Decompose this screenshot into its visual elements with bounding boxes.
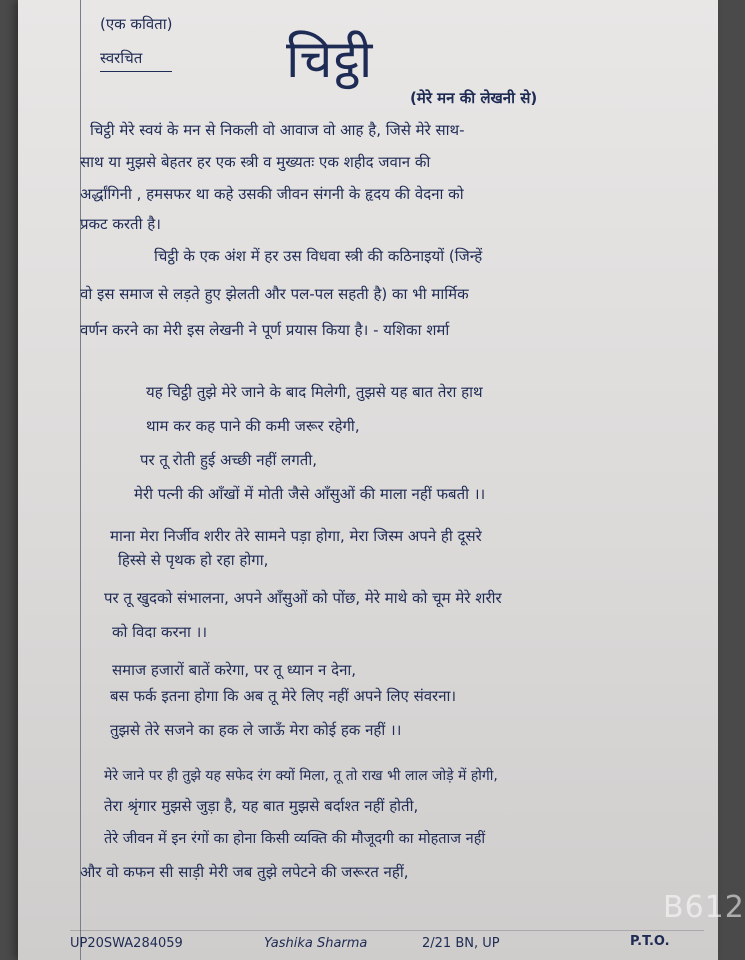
intro-line: चिट्ठी मेरे स्वयं के मन से निकली वो आवाज वो आह है, जिसे मेरे साथ- [90,121,465,139]
poem-line: तेरा श्रृंगार मुझसे जुड़ा है, यह बात मुझसे बर्दाश्त नहीं होती, [104,797,419,815]
camera-watermark: B612 [663,890,745,925]
page-title: चिट्ठी [286,30,374,90]
poem-line: हिस्से से पृथक हो रहा होगा, [118,551,269,569]
poem-line: पर तू खुदको संभालना, अपने आँसुओं को पोंछ, मेरे माथे को चूम मेरे शरीर [104,589,502,607]
intro-line: चिट्ठी के एक अंश में हर उस विधवा स्त्री की कठिनाइयों (जिन्हें [154,247,483,265]
poem-line: समाज हजारों बातें करेगा, पर तू ध्यान न देना, [112,661,357,679]
notebook-page [18,0,745,960]
poem-line: तुझसे तेरे सजने का हक ले जाऊँ मेरा कोई हक नहीं ।। [110,721,402,739]
self-composed-label: स्वरचित [100,49,143,67]
margin-line [80,0,81,960]
poem-line: थाम कर कह पाने की कमी जरूर रहेगी, [146,417,360,435]
page-subtitle: (मेरे मन की लेखनी से) [410,89,538,107]
poem-line: को विदा करना ।। [112,623,208,641]
poem-line: तेरे जीवन में इन रंगों का होना किसी व्यक्ति की मौजूदगी का मोहताज नहीं [104,831,486,847]
roll-number: UP20SWA284059 [70,936,183,951]
poem-type-label: (एक कविता) [100,15,173,33]
author-name: Yashika Sharma [264,936,368,951]
poem-line: मेरे जाने पर ही तुझे यह सफेद रंग क्यों मिला, तू तो राख भी लाल जोड़े में होगी, [104,768,498,784]
intro-line: वर्णन करने का मेरी इस लेखनी ने पूर्ण प्रयास किया है। - यशिका शर्मा [80,321,450,339]
poem-line: बस फर्क इतना होगा कि अब तू मेरे लिए नहीं अपने लिए संवरना। [110,687,457,705]
unit-label: 2/21 BN, UP [422,936,500,951]
poem-line: यह चिट्ठी तुझे मेरे जाने के बाद मिलेगी, तुझसे यह बात तेरा हाथ [146,383,483,401]
poem-line: माना मेरा निर्जीव शरीर तेरे सामने पड़ा होगा, मेरा जिस्म अपने ही दूसरे [110,527,482,545]
pto-label: P.T.O. [630,934,670,949]
poem-line: पर तू रोती हुई अच्छी नहीं लगती, [140,451,317,469]
poem-line: मेरी पत्नी की आँखों में मोती जैसे आँसुओं की माला नहीं फबती ।। [134,485,486,503]
intro-line: अर्द्धांगिनी , हमसफर था कहे उसकी जीवन संगनी के हृदय की वेदना को [80,185,464,203]
intro-line: साथ या मुझसे बेहतर हर एक स्त्री व मुख्यतः एक शहीद जवान की [80,153,431,171]
poem-line: और वो कफन सी साड़ी मेरी जब तुझे लपेटने की जरूरत नहीं, [80,863,409,881]
footer-divider [70,930,704,931]
intro-line: वो इस समाज से लड़ते हुए झेलती और पल-पल सहती है) का भी मार्मिक [80,285,469,303]
intro-line: प्रकट करती है। [80,215,161,233]
